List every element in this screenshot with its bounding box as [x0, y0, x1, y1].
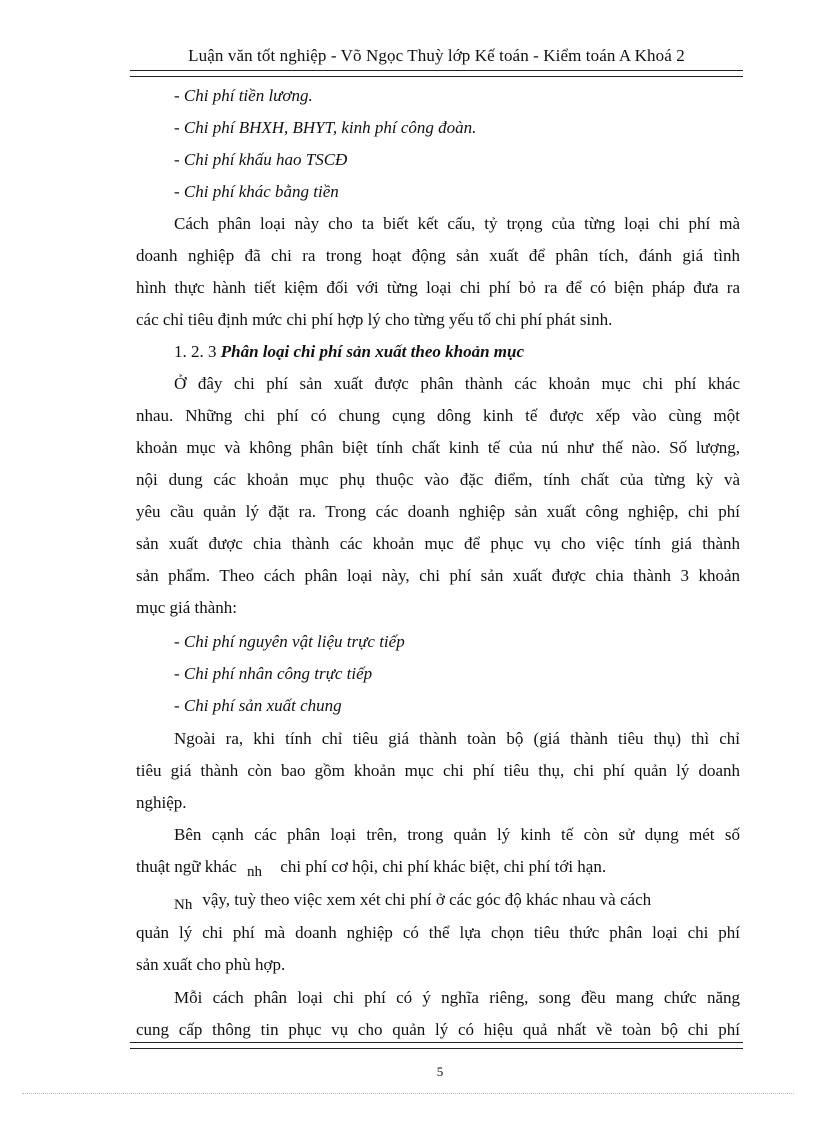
list-item: - Chi phí khấu hao TSCĐ	[174, 150, 348, 169]
section-title: Phân loại chi phí sản xuất theo khoản mục	[220, 342, 524, 361]
section-number: 1. 2. 3	[174, 342, 217, 361]
paragraph-line: doanh nghiệp đã chi ra trong hoạt động sản xuất để phân tích, đánh giá tình	[136, 246, 740, 265]
paragraph-line: Cách phân loại này cho ta biết kết cấu, tỷ trọng của từng loại chi phí mà	[174, 214, 740, 233]
paragraph-line: nội dung các khoản mục phụ thuộc vào đặc điểm, tính chất của từng kỳ và	[136, 470, 740, 489]
paragraph-line: Ngoài ra, khi tính chỉ tiêu giá thành toàn bộ (giá thành tiêu thụ) thì chỉ	[174, 729, 740, 748]
running-header: Luận văn tốt nghiệp - Võ Ngọc Thuỳ lớp Kế toán - Kiểm toán A Khoá 2	[188, 46, 685, 65]
paragraph-line: sản phẩm. Theo cách phân loại này, chi phí sản xuất được chia thành 3 khoản	[136, 566, 740, 585]
paragraph-line: nhau. Những chi phí có chung cụng dông kinh tế được xếp vào cùng một	[136, 406, 740, 425]
list-item: - Chi phí nguyên vật liệu trực tiếp	[174, 632, 405, 651]
paragraph-line	[174, 890, 651, 911]
paragraph-line: sản xuất cho phù hợp.	[136, 955, 286, 974]
paragraph-line: tiêu giá thành còn bao gồm khoản mục chi phí tiêu thụ, chi phí quản lý doanh	[136, 761, 740, 780]
paragraph-line: khoản mục và không phân biệt tính chất kinh tế của nú như thế nào. Số lượng,	[136, 438, 740, 457]
text-run: vậy, tuỳ theo việc xem xét chi phí ở các góc độ khác nhau và cách	[202, 890, 652, 909]
paragraph-line: mục giá thành:	[136, 598, 238, 617]
paragraph-line: Bên cạnh các phân loại trên, trong quản lý kinh tế còn sử dụng mét số	[174, 825, 740, 844]
list-item: - Chi phí nhân công trực tiếp	[174, 664, 373, 683]
list-item: - Chi phí khác bằng tiền	[174, 182, 339, 201]
page-number: 5	[436, 1064, 444, 1079]
text-fragment: nh	[247, 864, 263, 880]
footer-rule	[130, 1042, 743, 1049]
header-rule	[130, 70, 743, 77]
section-heading	[174, 342, 524, 362]
paragraph-line: sản xuất được chia thành các khoản mục để phục vụ cho việc tính giá thành	[136, 534, 740, 553]
paragraph-line: cung cấp thông tin phục vụ cho quản lý có hiệu quả nhất về toàn bộ chi phí	[136, 1020, 740, 1039]
list-item: - Chi phí sản xuất chung	[174, 696, 342, 715]
list-item: - Chi phí tiền lương.	[174, 86, 313, 105]
list-item: - Chi phí BHXH, BHYT, kinh phí công đoàn.	[174, 118, 477, 137]
paragraph-line: quản lý chi phí mà doanh nghiệp có thể lựa chọn tiêu thức phân loại chi phí	[136, 923, 740, 942]
text-run: chi phí cơ hội, chi phí khác biệt, chi phí tới hạn.	[280, 857, 607, 876]
paragraph-line: nghiệp.	[136, 793, 187, 812]
paragraph-line	[136, 857, 606, 878]
paragraph-line: các chỉ tiêu định mức chi phí hợp lý cho từng yếu tố chi phí phát sinh.	[136, 310, 613, 329]
text-run: thuật ngữ khác	[136, 857, 237, 876]
paragraph-line: Ở đây chi phí sản xuất được phân thành các khoản mục chi phí khác	[174, 374, 740, 393]
page-edge-divider	[22, 1093, 794, 1094]
paragraph-line: yêu cầu quản lý đặt ra. Trong các doanh nghiệp sản xuất công nghiệp, chi phí	[136, 502, 740, 521]
text-fragment: Nh	[174, 897, 193, 913]
paragraph-line: Mỗi cách phân loại chi phí có ý nghĩa riêng, song đều mang chức năng	[174, 988, 740, 1007]
paragraph-line: hình thực hành tiết kiệm đối với từng loại chi phí bỏ ra để có biện pháp đưa ra	[136, 278, 740, 297]
